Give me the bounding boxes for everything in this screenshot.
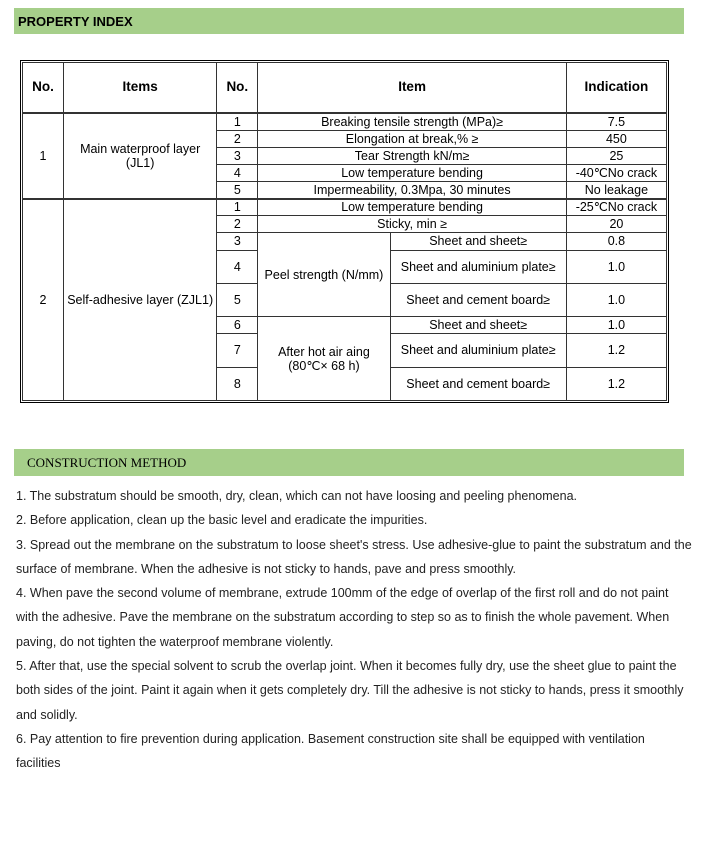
construction-method-title: CONSTRUCTION METHOD	[27, 455, 187, 470]
group-items: Main waterproof layer (JL1)	[64, 113, 217, 199]
row-item: Sticky, min ≥	[258, 216, 566, 233]
row-indication: 0.8	[566, 233, 666, 250]
row-subitem: Sheet and aluminium plate≥	[390, 334, 566, 367]
row-subitem: Sheet and aluminium plate≥	[390, 250, 566, 283]
row-subitem: Sheet and cement board≥	[390, 283, 566, 316]
row-number: 6	[217, 317, 258, 334]
property-table	[22, 62, 667, 401]
group-items: Self-adhesive layer (ZJL1)	[64, 199, 217, 401]
row-number: 1	[217, 199, 258, 216]
row-indication: 1.0	[566, 317, 666, 334]
property-index-header	[14, 8, 684, 34]
step-paragraph: 3. Spread out the membrane on the substratum to loose sheet's stress. Use adhesive-glue to paint the substratum and the surface of membrane. When the adhesive is not sticky to hands, pave and press smoothly.	[16, 537, 692, 576]
row-indication: No leakage	[566, 182, 666, 199]
row-number: 1	[217, 113, 258, 130]
step-paragraph: 1. The substratum should be smooth, dry, clean, which can not have loosing and peeling phenomena.	[16, 489, 578, 503]
row-indication: -40℃No crack	[566, 164, 666, 181]
header-indication: Indication	[566, 63, 666, 113]
row-number: 5	[217, 182, 258, 199]
row-subitem: Sheet and sheet≥	[390, 317, 566, 334]
row-subitem: Sheet and cement board≥	[390, 367, 566, 400]
property-table-frame	[20, 60, 669, 403]
row-indication: 450	[566, 130, 666, 147]
row-number: 3	[217, 147, 258, 164]
header-no: No.	[23, 63, 64, 113]
property-index-title: PROPERTY INDEX	[18, 14, 133, 29]
table-header-row	[23, 63, 667, 113]
row-indication: 1.2	[566, 334, 666, 367]
row-item: Tear Strength kN/m≥	[258, 147, 566, 164]
row-item: Low temperature bending	[258, 199, 566, 216]
step-paragraph: 4. When pave the second volume of membrane, extrude 100mm of the edge of overlap of the first roll and do not paint with the adhesive. Pave the membrane on the substratum according to step so as to finish the whole pavement. When paving, do not tighten the waterproof membrane violently.	[16, 586, 670, 649]
row-indication: 7.5	[566, 113, 666, 130]
group-number: 2	[23, 199, 64, 401]
row-item: Breaking tensile strength (MPa)≥	[258, 113, 566, 130]
row-indication: 20	[566, 216, 666, 233]
step-paragraph: 6. Pay attention to fire prevention during application. Basement construction site shall be equipped with ventilation facilities	[16, 731, 645, 771]
header-item: Item	[258, 63, 566, 113]
construction-method-header	[14, 449, 684, 476]
row-item: Low temperature bending	[258, 164, 566, 181]
group-number: 1	[23, 113, 64, 199]
row-number: 4	[217, 250, 258, 283]
row-number: 3	[217, 233, 258, 250]
row-item: Elongation at break,% ≥	[258, 130, 566, 147]
row-indication: 1.0	[566, 283, 666, 316]
row-number: 5	[217, 283, 258, 316]
row-number: 4	[217, 164, 258, 181]
step-paragraph: 5. After that, use the special solvent to scrub the overlap joint. When it becomes fully dry, use the sheet glue to paint the both sides of the joint. Paint it again when it gets completely dry. Till the adhesive is not sticky to hands, press it smoothly and solidly.	[16, 659, 684, 722]
table-row	[23, 199, 667, 216]
row-item: Impermeability, 0.3Mpa, 30 minutes	[258, 182, 566, 199]
header-items: Items	[64, 63, 217, 113]
table-row	[23, 113, 667, 130]
row-indication: 1.2	[566, 367, 666, 400]
step-paragraph: 2. Before application, clean up the basic level and eradicate the impurities.	[16, 513, 428, 528]
peel-strength-label: Peel strength (N/mm)	[258, 233, 390, 317]
row-subitem: Sheet and sheet≥	[390, 233, 566, 250]
header-sub-no: No.	[217, 63, 258, 113]
row-indication: -25℃No crack	[566, 199, 666, 216]
row-indication: 1.0	[566, 250, 666, 283]
row-number: 7	[217, 334, 258, 367]
row-number: 2	[217, 130, 258, 147]
construction-steps	[16, 484, 692, 776]
row-number: 8	[217, 367, 258, 400]
row-number: 2	[217, 216, 258, 233]
row-indication: 25	[566, 147, 666, 164]
hot-air-label: After hot air aing (80℃× 68 h)	[258, 317, 390, 401]
